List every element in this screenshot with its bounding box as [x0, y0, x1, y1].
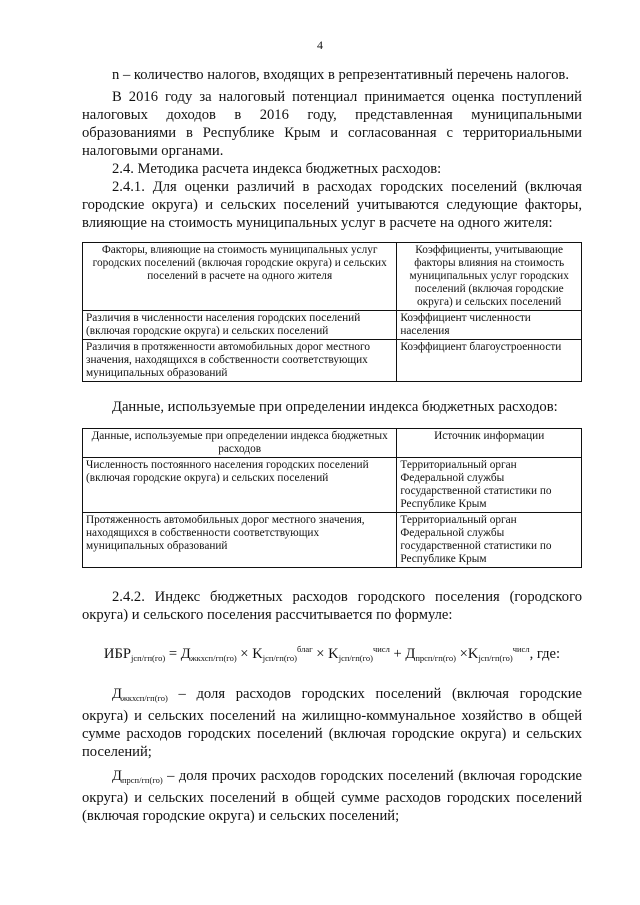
formula-sub: jсп/гп(го)	[262, 653, 297, 663]
table-header-cell: Факторы, влияющие на стоимость муниципальных услуг городских поселений (включая городские округа) и сельских поселений в расчете на одного жителя	[83, 243, 397, 311]
formula-sub: жкхсп/гп(го)	[190, 653, 237, 663]
data-sources-table	[82, 428, 582, 568]
table-row	[83, 458, 582, 513]
formula-sup: числ	[512, 644, 530, 654]
formula-operator: =	[165, 646, 181, 662]
paragraph-2-4-1: 2.4.1. Для оценки различий в расходах городских поселений (включая городские округа) и сельских поселений учитываются следующие факторы, влияющие на стоимость муниципальных услуг в расчете на одного жителя:	[82, 179, 582, 231]
table-cell: Численность постоянного населения городских поселений (включая городские округа) и сельских поселений	[83, 458, 397, 513]
definition-text: – доля прочих расходов городских поселений (включая городские округа) и сельских поселений в общей сумме расходов городских поселений (включая городские округа) и сельских поселений;	[82, 768, 582, 824]
formula-operator: ×	[236, 646, 253, 662]
definition-housing-share	[82, 685, 582, 761]
formula-operator: +	[389, 646, 406, 662]
document-body	[82, 66, 582, 825]
formula-sub: jсп/гп(го)	[478, 653, 513, 663]
table-row	[83, 513, 582, 568]
table-header-cell: Данные, используемые при определении индекса бюджетных расходов	[83, 429, 397, 458]
factors-table	[82, 242, 582, 382]
budget-expense-index-formula	[82, 640, 582, 667]
table-row	[83, 340, 582, 382]
table-cell: Территориальный орган Федеральной службы государственной статистики по Республике Крым	[397, 458, 582, 513]
definition-text: – доля расходов городских поселений (включая городские округа) и сельских поселений на жилищно-коммунальное хозяйство в общей сумме расходов городских поселений (включая городские округа) и сельских поселений;	[82, 686, 582, 760]
formula-term: Д	[180, 646, 191, 662]
formula-operator: ×	[312, 646, 329, 662]
formula-sup: благ	[297, 644, 313, 654]
paragraph-tax-potential: В 2016 году за налоговый потенциал принимается оценка поступлений налоговых доходов в 2016 году, представленная муниципальными образованиями в Республике Крым и согласованная с территориальными налоговыми органами.	[82, 89, 582, 159]
formula-sub: jсп/гп(го)	[130, 653, 166, 663]
page-number: 4	[317, 38, 323, 52]
scan-margin-mark	[626, 790, 634, 900]
table-cell: Коэффициент благоустроенности	[397, 340, 582, 382]
paragraph-2-4-2: 2.4.2. Индекс бюджетных расходов городского поселения (городского округа) и сельского поселения рассчитывается по формуле:	[82, 589, 582, 623]
definition-sub: жкхсп/гп(го)	[121, 693, 168, 703]
formula-term: K	[328, 646, 339, 662]
formula-sub: jсп/гп(го)	[338, 653, 373, 663]
table-header-row	[83, 429, 582, 458]
table-cell: Территориальный орган Федеральной службы государственной статистики по Республике Крым	[397, 513, 582, 568]
table-header-row	[83, 243, 582, 311]
table-cell: Различия в численности населения городских поселений (включая городские округа) и сельских поселений	[83, 311, 397, 340]
formula-term: K	[252, 646, 263, 662]
table-row	[83, 311, 582, 340]
formula-lhs: ИБР	[103, 646, 131, 662]
table-cell: Протяженность автомобильных дорог местного значения, находящихся в собственности соответствующих муниципальных образований	[83, 513, 397, 568]
formula-operator: ×	[456, 646, 468, 662]
table-header-cell: Коэффициенты, учитывающие факторы влияния на стоимость муниципальных услуг городских поселений (включая городские округа) и сельских поселений	[397, 243, 582, 311]
formula-term: K	[467, 646, 479, 662]
formula-tail: , где:	[529, 646, 561, 662]
table-header-cell: Источник информации	[397, 429, 582, 458]
definition-symbol: Д	[112, 686, 122, 702]
paragraph-n-definition: n – количество налогов, входящих в репрезентативный перечень налогов.	[112, 67, 569, 83]
definition-symbol: Д	[112, 768, 122, 784]
paragraph-data-used: Данные, используемые при определении индекса бюджетных расходов:	[112, 399, 558, 415]
formula-sub: прсп/гп(го)	[415, 653, 457, 663]
table-cell: Коэффициент численности населения	[397, 311, 582, 340]
table-cell: Различия в протяженности автомобильных дорог местного значения, находящихся в собственности соответствующих муниципальных образований	[83, 340, 397, 382]
formula-sup: числ	[372, 644, 390, 654]
definition-sub: прсп/гп(го)	[121, 775, 163, 785]
section-heading-2-4: 2.4. Методика расчета индекса бюджетных расходов:	[112, 161, 442, 177]
formula-term: Д	[405, 646, 416, 662]
definition-other-share	[82, 767, 582, 825]
